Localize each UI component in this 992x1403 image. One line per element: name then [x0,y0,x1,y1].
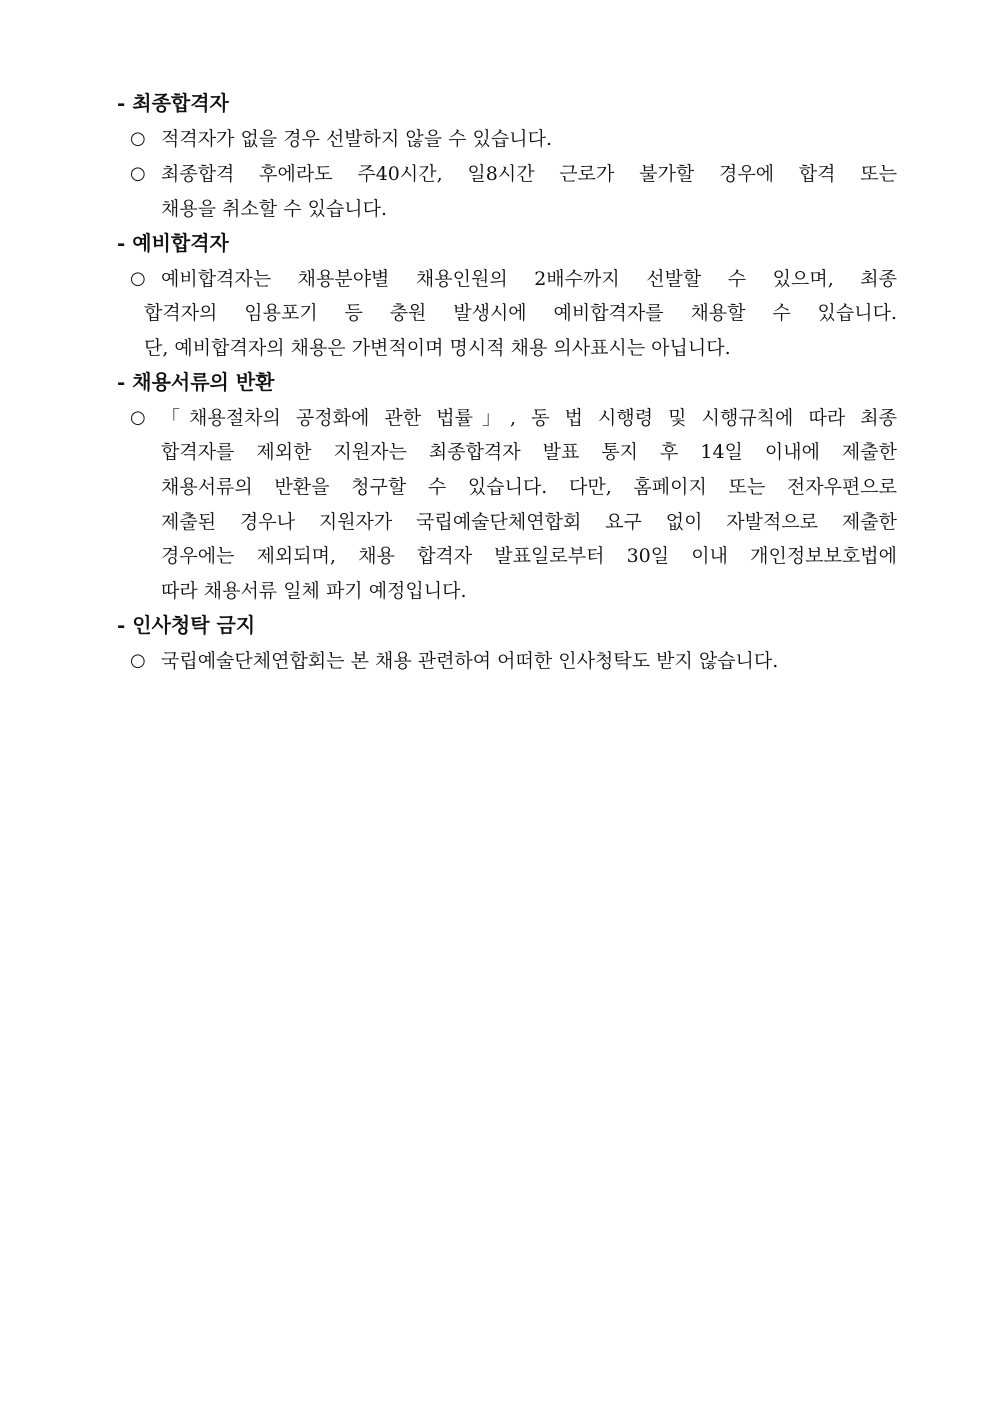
section-heading-reserve-pass: - 예비합격자 [117,231,229,255]
item-line: 예비합격자는 채용분야별 채용인원의 2배수까지 선발할 수 있으며, 최종 [161,268,897,290]
item-line: 제출된 경우나 지원자가 국립예술단체연합회 요구 없이 자발적으로 제출한 [161,511,897,533]
bullet-icon: ○ [130,650,146,671]
item-line: 채용을 취소할 수 있습니다. [161,198,388,220]
section-heading-document-return: - 채용서류의 반환 [117,370,275,394]
item-line: 따라 채용서류 일체 파기 예정입니다. [161,580,467,602]
bullet-icon: ○ [130,268,146,289]
item-line: 합격자를 제외한 지원자는 최종합격자 발표 통지 후 14일 이내에 제출한 [161,441,897,463]
section-heading-final-pass: - 최종합격자 [117,91,229,115]
item-line: 경우에는 제외되며, 채용 합격자 발표일로부터 30일 이내 개인정보보호법에 [161,545,897,567]
item-line: 「채용절차의 공정화에 관한 법률」, 동 법 시행령 및 시행규칙에 따라 최종 [161,407,897,429]
item-line: 국립예술단체연합회는 본 채용 관련하여 어떠한 인사청탁도 받지 않습니다. [161,650,779,672]
item-line: 적격자가 없을 경우 선발하지 않을 수 있습니다. [161,128,553,150]
section-heading-solicitation-ban: - 인사청탁 금지 [117,613,256,637]
item-line: 채용서류의 반환을 청구할 수 있습니다. 다만, 홈페이지 또는 전자우편으로 [161,476,897,498]
bullet-icon: ○ [130,128,146,149]
item-line: 최종합격 후에라도 주40시간, 일8시간 근로가 불가할 경우에 합격 또는 [161,163,897,185]
bullet-icon: ○ [130,407,146,428]
bullet-icon: ○ [130,163,146,184]
item-line: 합격자의 임용포기 등 충원 발생시에 예비합격자를 채용할 수 있습니다. [144,302,897,324]
item-line: 단, 예비합격자의 채용은 가변적이며 명시적 채용 의사표시는 아닙니다. [144,337,731,359]
